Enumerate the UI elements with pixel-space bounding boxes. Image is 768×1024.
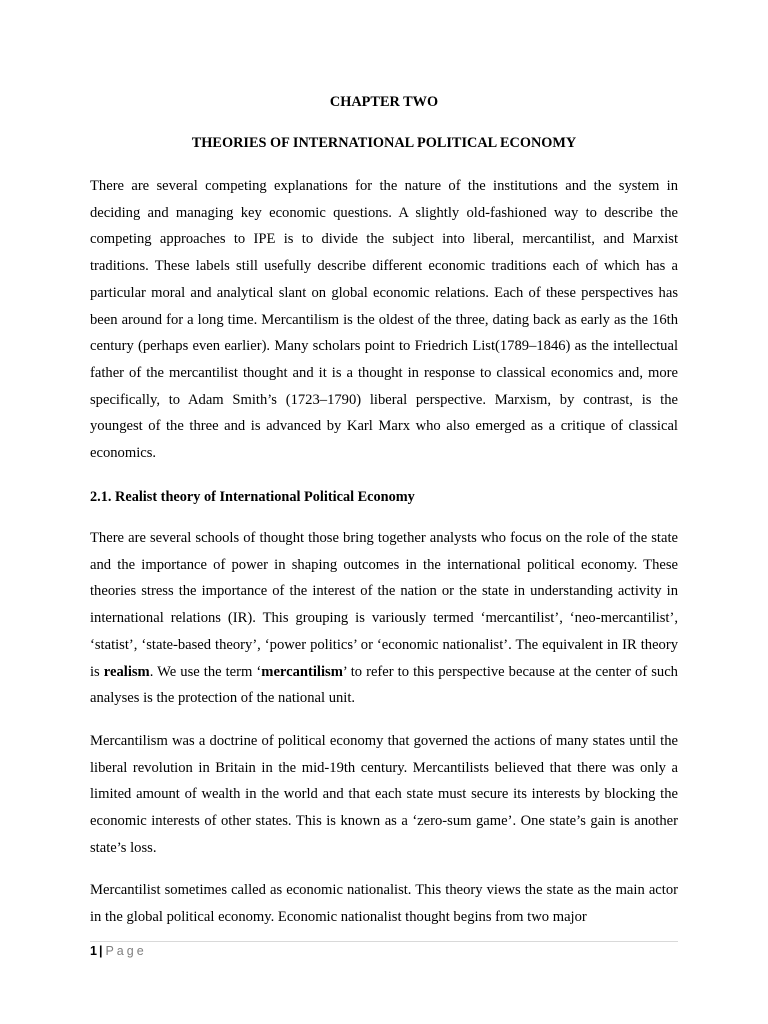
footer-separator: | bbox=[98, 944, 103, 958]
document-title: THEORIES OF INTERNATIONAL POLITICAL ECONOMY bbox=[191, 135, 577, 151]
realist-text-2: . We use the term ‘ bbox=[149, 663, 262, 680]
page-number: 1 bbox=[90, 944, 97, 958]
mercantilism-paragraph: Mercantilism was a doctrine of political economy that governed the actions of many states until the liberal revolution in Britain in the mid-19th century. Mercantilists believed that there was only a limited amount of wealth in the world and that each state must secure its interests by blocking the economic interests of other states. This is known as a ‘zero-sum game’. One state’s gain is another state’s loss. bbox=[90, 733, 678, 856]
intro-paragraph: There are several competing explanations for the nature of the institutions and the system in deciding and managing key economic questions. A slightly old-fashioned way to describe the competing approaches to IPE is to divide the subject into liberal, mercantilist, and Marxist traditions. These labels still usefully describe different economic traditions each of which has a particular moral and analytical slant on global economic relations. Each of these perspectives has been around for a long time. Mercantilism is the oldest of the three, dating back as early as the 16th century (perhaps even earlier). Many scholars point to Friedrich List(1789–1846) as the intellectual father of the mercantilist thought and it is a thought in response to classical economics and, more specifically, to Adam Smith’s (1723–1790) liberal perspective. Marxism, by contrast, is the youngest of the three and is advanced by Karl Marx who also emerged as a critique of classical economics. bbox=[90, 178, 678, 462]
mercantilism-term: mercantilism bbox=[261, 663, 343, 680]
nationalist-paragraph: Mercantilist sometimes called as economic nationalist. This theory views the state as the main actor in the global political economy. Economic nationalist thought begins from two major bbox=[90, 882, 678, 925]
chapter-title: CHAPTER TWO bbox=[329, 94, 439, 110]
realist-text-3: ’ to refer to this perspective because at the center of such analyses is the protection of the national unit. bbox=[90, 663, 678, 707]
realist-term: realism bbox=[103, 663, 150, 680]
section-heading: 2.1. Realist theory of International Political Economy bbox=[90, 489, 415, 505]
page-label: Page bbox=[105, 944, 147, 958]
realist-text-1: There are several schools of thought those bring together analysts who focus on the role of the state and the importance of power in shaping outcomes in the international political economy. These theories stress the importance of the interest of the nation or the state in understanding activity in international relations (IR). This grouping is variously termed ‘mercantilist’, ‘neo-mercantilist’, ‘statist’, ‘state-based theory’, ‘power politics’ or ‘economic nationalist’. The equivalent in IR theory is bbox=[90, 530, 678, 680]
page-footer bbox=[90, 942, 147, 960]
realist-paragraph bbox=[90, 525, 678, 712]
footer-divider bbox=[90, 941, 678, 942]
